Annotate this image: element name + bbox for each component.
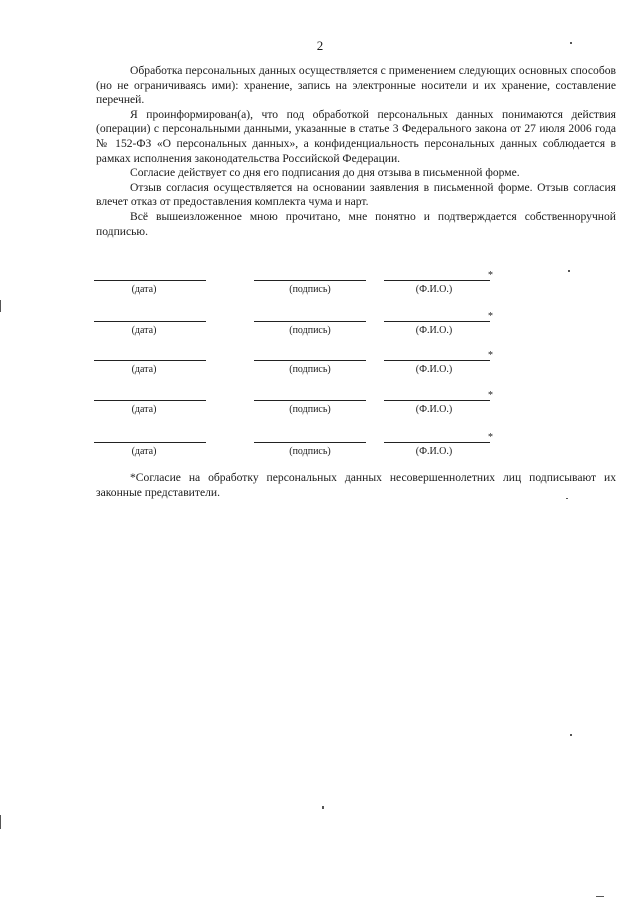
signature-line	[254, 321, 366, 322]
scan-speck	[322, 806, 324, 809]
signature-row	[0, 311, 640, 341]
signature-row	[0, 350, 640, 380]
name-label: (Ф.И.О.)	[415, 446, 453, 457]
paragraph-validity: Согласие действует со дня его подписания до дня отзыва в письменной форме.	[130, 166, 520, 180]
date-line	[94, 360, 206, 361]
asterisk-mark: *	[488, 432, 493, 443]
signature-row	[0, 390, 640, 420]
date-label: (дата)	[131, 364, 157, 375]
scan-speck	[566, 498, 568, 499]
date-line	[94, 280, 206, 281]
name-line	[384, 400, 490, 401]
paragraph-processing-methods: Обработка персональных данных осуществляется с применением следующих основных способов (но не ограничиваясь ими): хранение, запись на электронные носители и их хранение, составление перечней.	[96, 64, 616, 107]
scan-speck	[0, 815, 1, 829]
signature-row	[0, 432, 640, 462]
name-line	[384, 360, 490, 361]
signature-label: (подпись)	[289, 364, 331, 375]
asterisk-mark: *	[488, 311, 493, 322]
footnote: *Согласие на обработку персональных данных несовершеннолетних лиц подписывают их законные представители.	[96, 471, 616, 499]
signature-line	[254, 360, 366, 361]
signature-line	[254, 280, 366, 281]
date-label: (дата)	[131, 325, 157, 336]
date-line	[94, 442, 206, 443]
name-line	[384, 442, 490, 443]
scan-speck	[596, 896, 604, 897]
date-line	[94, 321, 206, 322]
name-line	[384, 321, 490, 322]
signature-line	[254, 442, 366, 443]
signature-label: (подпись)	[289, 404, 331, 415]
date-label: (дата)	[131, 404, 157, 415]
scan-speck	[570, 734, 572, 736]
paragraph-withdrawal: Отзыв согласия осуществляется на основании заявления в письменной форме. Отзыв согласия влечет отказ от предоставления комплекта чума и нарт.	[96, 180, 616, 209]
scan-speck	[570, 42, 572, 44]
asterisk-mark: *	[488, 270, 493, 281]
paragraph-informed: Я проинформирован(а), что под обработкой персональных данных понимаются действия (операции) с персональными данными, указанные в статье 3 Федерального закона от 27 июля 2006 года № 152-ФЗ «О персональных данных», а конфиденциальность персональных данных соблюдается в рамках исполнения законодательства Российской Федерации.	[96, 107, 616, 165]
paragraph-confirmation: Всё вышеизложенное мною прочитано, мне понятно и подтверждается собственноручной подписью.	[96, 209, 616, 238]
name-label: (Ф.И.О.)	[415, 284, 453, 295]
document-body	[96, 64, 616, 239]
scan-speck	[0, 300, 1, 312]
signature-label: (подпись)	[289, 325, 331, 336]
asterisk-mark: *	[488, 390, 493, 401]
asterisk-mark: *	[488, 350, 493, 361]
scan-speck	[568, 270, 570, 272]
date-line	[94, 400, 206, 401]
name-line	[384, 280, 490, 281]
name-label: (Ф.И.О.)	[415, 325, 453, 336]
date-label: (дата)	[131, 446, 157, 457]
name-label: (Ф.И.О.)	[415, 364, 453, 375]
signature-line	[254, 400, 366, 401]
signature-label: (подпись)	[289, 284, 331, 295]
signature-row	[0, 270, 640, 300]
name-label: (Ф.И.О.)	[415, 404, 453, 415]
date-label: (дата)	[131, 284, 157, 295]
signature-label: (подпись)	[289, 446, 331, 457]
page-number: 2	[316, 38, 324, 53]
